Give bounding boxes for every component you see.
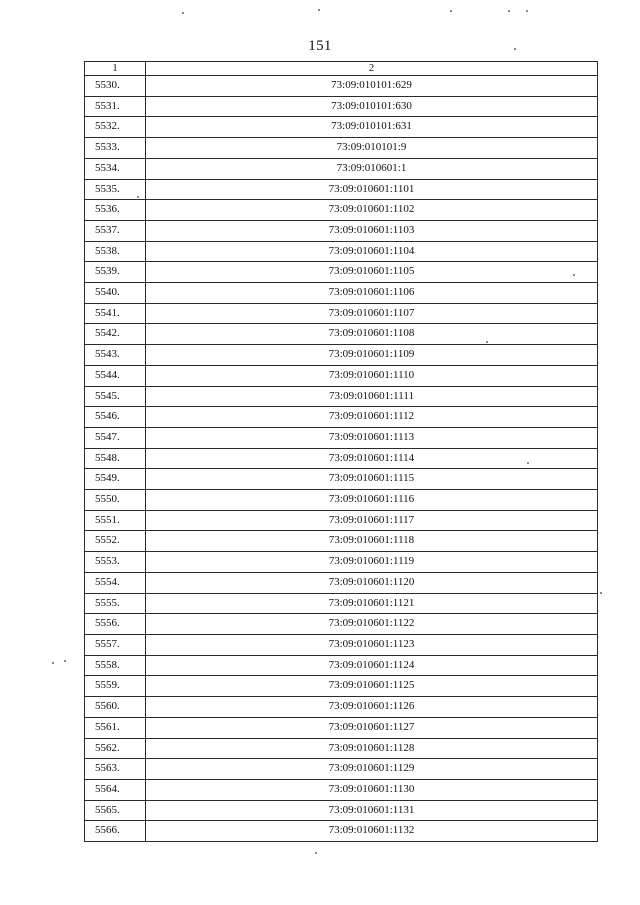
cadastral-number-cell: 73:09:010601:1103 [146, 220, 598, 241]
row-number-cell: 5552. [85, 531, 146, 552]
scan-speck [508, 10, 510, 12]
table-row [85, 593, 598, 614]
cadastral-number-cell: 73:09:010601:1117 [146, 510, 598, 531]
row-number-cell: 5539. [85, 262, 146, 283]
scan-speck [526, 10, 528, 12]
column-header-number: 1 [85, 62, 146, 76]
table-row [85, 283, 598, 304]
table-row [85, 448, 598, 469]
table-row [85, 427, 598, 448]
table-row [85, 76, 598, 97]
table-row [85, 697, 598, 718]
cadastral-number-cell: 73:09:010601:1112 [146, 407, 598, 428]
table-row [85, 469, 598, 490]
cadastral-number-cell: 73:09:010101:630 [146, 96, 598, 117]
cadastral-number-cell: 73:09:010601:1101 [146, 179, 598, 200]
column-header-cadastral-number: 2 [146, 62, 598, 76]
table-row [85, 759, 598, 780]
cadastral-number-cell: 73:09:010601:1120 [146, 572, 598, 593]
table-row [85, 634, 598, 655]
table-row [85, 821, 598, 842]
table-row [85, 510, 598, 531]
table-row [85, 179, 598, 200]
cadastral-number-cell: 73:09:010601:1110 [146, 365, 598, 386]
row-number-cell: 5551. [85, 510, 146, 531]
table-row [85, 345, 598, 366]
scan-speck [450, 10, 452, 12]
cadastral-number-cell: 73:09:010601:1127 [146, 717, 598, 738]
table-row [85, 241, 598, 262]
row-number-cell: 5549. [85, 469, 146, 490]
row-number-cell: 5532. [85, 117, 146, 138]
row-number-cell: 5536. [85, 200, 146, 221]
table-row [85, 407, 598, 428]
scan-speck [64, 660, 66, 662]
table-row [85, 552, 598, 573]
table-row [85, 676, 598, 697]
cadastral-number-cell: 73:09:010601:1106 [146, 283, 598, 304]
row-number-cell: 5565. [85, 800, 146, 821]
row-number-cell: 5559. [85, 676, 146, 697]
row-number-cell: 5534. [85, 158, 146, 179]
table-row [85, 717, 598, 738]
cadastral-number-cell: 73:09:010601:1123 [146, 634, 598, 655]
row-number-cell: 5561. [85, 717, 146, 738]
row-number-cell: 5554. [85, 572, 146, 593]
table-row [85, 386, 598, 407]
table-row [85, 800, 598, 821]
table-row [85, 262, 598, 283]
row-number-cell: 5537. [85, 220, 146, 241]
cadastral-number-cell: 73:09:010101:629 [146, 76, 598, 97]
table-row [85, 365, 598, 386]
cadastral-number-cell: 73:09:010601:1126 [146, 697, 598, 718]
cadastral-number-cell: 73:09:010101:9 [146, 138, 598, 159]
row-number-cell: 5562. [85, 738, 146, 759]
table-row [85, 655, 598, 676]
table-row [85, 96, 598, 117]
row-number-cell: 5557. [85, 634, 146, 655]
row-number-cell: 5538. [85, 241, 146, 262]
cadastral-number-cell: 73:09:010601:1108 [146, 324, 598, 345]
row-number-cell: 5531. [85, 96, 146, 117]
table-body [85, 76, 598, 842]
table-row [85, 614, 598, 635]
table-row [85, 324, 598, 345]
scan-speck [318, 9, 320, 11]
cadastral-number-cell: 73:09:010101:631 [146, 117, 598, 138]
cadastral-number-cell: 73:09:010601:1128 [146, 738, 598, 759]
cadastral-number-cell: 73:09:010601:1132 [146, 821, 598, 842]
page-number: 151 [308, 38, 332, 54]
row-number-cell: 5535. [85, 179, 146, 200]
table-row [85, 303, 598, 324]
table-row [85, 138, 598, 159]
table-row [85, 572, 598, 593]
table-row [85, 531, 598, 552]
table-row [85, 220, 598, 241]
table-row [85, 779, 598, 800]
cadastral-number-cell: 73:09:010601:1129 [146, 759, 598, 780]
table-row [85, 490, 598, 511]
row-number-cell: 5542. [85, 324, 146, 345]
row-number-cell: 5558. [85, 655, 146, 676]
table-row [85, 200, 598, 221]
table-header-row [85, 62, 598, 76]
row-number-cell: 5541. [85, 303, 146, 324]
cadastral-number-cell: 73:09:010601:1118 [146, 531, 598, 552]
row-number-cell: 5545. [85, 386, 146, 407]
table-row [85, 738, 598, 759]
cadastral-number-cell: 73:09:010601:1124 [146, 655, 598, 676]
cadastral-number-cell: 73:09:010601:1119 [146, 552, 598, 573]
scan-speck [315, 852, 317, 854]
cadastral-number-cell: 73:09:010601:1104 [146, 241, 598, 262]
row-number-cell: 5530. [85, 76, 146, 97]
cadastral-number-cell: 73:09:010601:1115 [146, 469, 598, 490]
cadastral-number-cell: 73:09:010601:1113 [146, 427, 598, 448]
row-number-cell: 5563. [85, 759, 146, 780]
row-number-cell: 5543. [85, 345, 146, 366]
cadastral-number-cell: 73:09:010601:1 [146, 158, 598, 179]
row-number-cell: 5533. [85, 138, 146, 159]
row-number-cell: 5548. [85, 448, 146, 469]
table-row [85, 158, 598, 179]
row-number-cell: 5553. [85, 552, 146, 573]
cadastral-number-cell: 73:09:010601:1130 [146, 779, 598, 800]
cadastral-number-cell: 73:09:010601:1121 [146, 593, 598, 614]
row-number-cell: 5550. [85, 490, 146, 511]
cadastral-number-cell: 73:09:010601:1109 [146, 345, 598, 366]
cadastral-number-cell: 73:09:010601:1102 [146, 200, 598, 221]
register-table [84, 61, 598, 842]
cadastral-number-cell: 73:09:010601:1105 [146, 262, 598, 283]
row-number-cell: 5547. [85, 427, 146, 448]
row-number-cell: 5556. [85, 614, 146, 635]
cadastral-number-cell: 73:09:010601:1107 [146, 303, 598, 324]
cadastral-number-cell: 73:09:010601:1125 [146, 676, 598, 697]
scan-speck [182, 12, 184, 14]
cadastral-number-cell: 73:09:010601:1114 [146, 448, 598, 469]
row-number-cell: 5564. [85, 779, 146, 800]
cadastral-number-cell: 73:09:010601:1111 [146, 386, 598, 407]
row-number-cell: 5566. [85, 821, 146, 842]
row-number-cell: 5560. [85, 697, 146, 718]
scan-speck [600, 592, 602, 594]
cadastral-number-cell: 73:09:010601:1131 [146, 800, 598, 821]
table-row [85, 117, 598, 138]
row-number-cell: 5555. [85, 593, 146, 614]
scan-speck [52, 662, 54, 664]
row-number-cell: 5546. [85, 407, 146, 428]
cadastral-number-cell: 73:09:010601:1122 [146, 614, 598, 635]
cadastral-number-cell: 73:09:010601:1116 [146, 490, 598, 511]
row-number-cell: 5540. [85, 283, 146, 304]
row-number-cell: 5544. [85, 365, 146, 386]
